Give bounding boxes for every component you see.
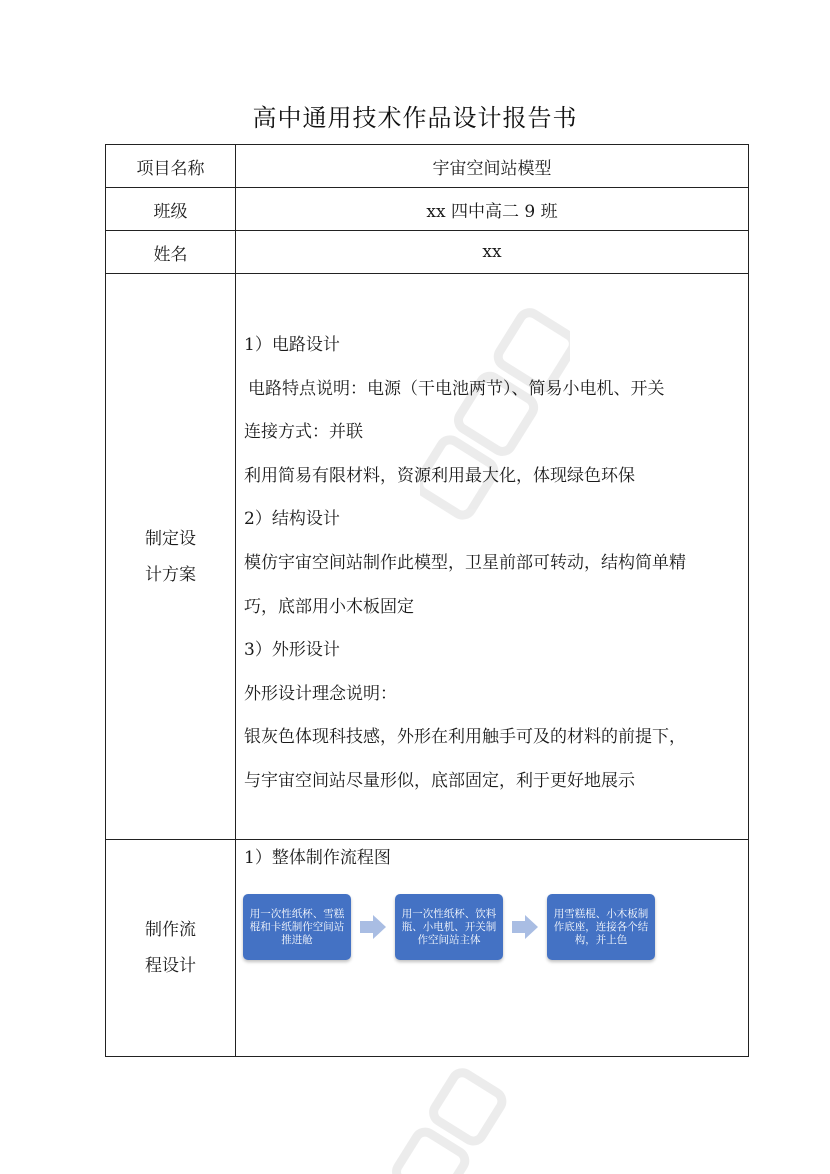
right-arrow-icon — [360, 915, 386, 939]
design-line: 与宇宙空间站尽量形似，底部固定，利于更好地展示 — [244, 770, 635, 791]
design-line: 连接方式：并联 — [244, 422, 363, 443]
table-row-project-name — [106, 145, 749, 188]
design-plan-label-line2: 计方案 — [145, 564, 196, 585]
class-value: xx 四中高二 9 班 — [236, 188, 749, 231]
name-label: 姓名 — [106, 231, 236, 274]
project-name-label: 项目名称 — [106, 145, 236, 188]
watermark-logo — [380, 1050, 520, 1174]
design-line: 利用简易有限材料，资源利用最大化，体现绿色环保 — [244, 465, 635, 486]
design-heading-circuit: 1）电路设计 — [244, 335, 340, 355]
design-heading-appearance: 3）外形设计 — [244, 640, 340, 661]
process-heading: 1）整体制作流程图 — [244, 848, 391, 868]
design-heading-structure: 2）结构设计 — [244, 509, 340, 530]
flow-step-2: 用一次性纸杯、饮料瓶、小电机、开关制作空间站主体 — [395, 894, 503, 960]
process-design-content — [236, 840, 749, 1057]
design-line: 电路特点说明：电源（干电池两节）、简易小电机、开关 — [248, 378, 665, 399]
table-row-design-plan — [106, 274, 749, 840]
flow-step-1: 用一次性纸杯、雪糕棍和卡纸制作空间站推进舱 — [243, 894, 351, 960]
name-value: xx — [236, 231, 749, 274]
table-row-class — [106, 188, 749, 231]
design-plan-label — [106, 274, 236, 840]
design-line: 模仿宇宙空间站制作此模型，卫星前部可转动，结构简单精 — [244, 552, 686, 573]
report-table — [105, 144, 749, 1057]
page-title: 高中通用技术作品设计报告书 — [252, 104, 578, 132]
project-name-value: 宇宙空间站模型 — [236, 145, 749, 188]
class-label: 班级 — [106, 188, 236, 231]
table-row-process-design — [106, 840, 749, 1057]
table-row-name — [106, 231, 749, 274]
design-line: 巧，底部用小木板固定 — [244, 596, 414, 617]
process-design-label-line2: 程设计 — [145, 956, 196, 976]
design-line: 外形设计理念说明： — [244, 683, 397, 704]
right-arrow-icon — [512, 915, 538, 939]
process-design-label — [106, 840, 236, 1057]
process-design-label-line1: 制作流 — [145, 920, 196, 940]
flow-step-3: 用雪糕棍、小木板制作底座，连接各个结构，并上色 — [547, 894, 655, 960]
design-line: 银灰色体现科技感，外形在利用触手可及的材料的前提下， — [244, 727, 686, 748]
flow-chart — [243, 894, 663, 964]
design-plan-label-line1: 制定设 — [145, 528, 196, 549]
design-plan-content — [236, 274, 749, 840]
